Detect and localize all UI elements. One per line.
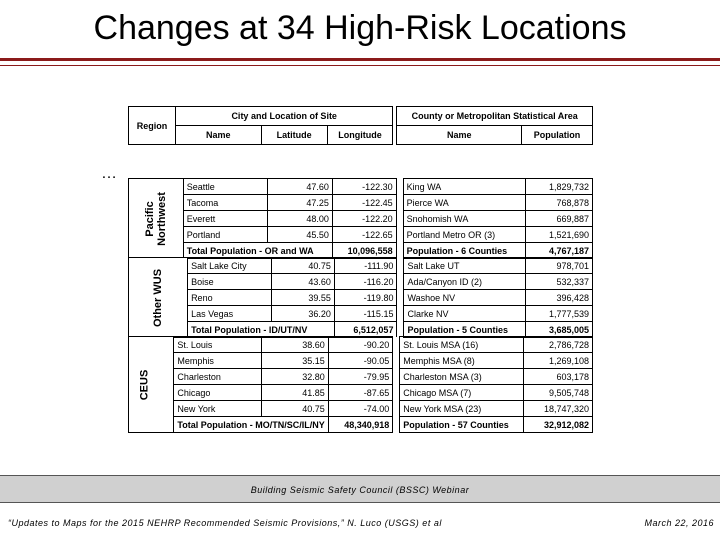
longitude-value: -111.90 [334,258,397,274]
longitude-value: -122.30 [332,179,396,195]
column-gap [393,385,400,401]
population-value: 1,521,690 [525,227,592,243]
column-gap [393,353,400,369]
table-header [128,106,593,145]
population-value: 1,269,108 [523,353,592,369]
total-population: 10,096,558 [332,243,396,259]
latitude-value: 47.60 [268,179,333,195]
latitude-value: 38.60 [261,337,328,353]
region-table [128,178,593,259]
latitude-value: 40.75 [272,258,335,274]
city-name: Chicago [174,385,261,401]
longitude-value: -122.20 [332,211,396,227]
table-row [129,353,593,369]
county-name: Chicago MSA (7) [400,385,524,401]
county-total-population: 3,685,005 [526,322,593,338]
table-row [129,227,593,243]
city-name: Las Vegas [188,306,272,322]
latitude-value: 36.20 [272,306,335,322]
county-total-label: Population - 5 Counties [404,322,526,338]
city-name: Tacoma [183,195,267,211]
header-latitude: Latitude [261,126,327,145]
region-label: Pacific Northwest [143,191,168,246]
latitude-value: 35.15 [261,353,328,369]
header-longitude: Longitude [327,126,393,145]
county-name: King WA [403,179,525,195]
longitude-value: -119.80 [334,290,397,306]
county-name: St. Louis MSA (16) [400,337,524,353]
region-label: Other WUS [152,268,165,327]
city-name: Portland [183,227,267,243]
latitude-value: 48.00 [268,211,333,227]
latitude-value: 45.50 [268,227,333,243]
header-region: Region [129,107,176,145]
population-value: 18,747,320 [523,401,592,417]
latitude-value: 43.60 [272,274,335,290]
column-gap [393,401,400,417]
column-gap [397,306,404,322]
column-gap [396,195,403,211]
county-name: Charleston MSA (3) [400,369,524,385]
county-name: Clarke NV [404,306,526,322]
region-cell [129,337,174,433]
title-underline [0,58,720,66]
column-gap [397,258,404,274]
header-county-name: Name [397,126,522,145]
table-row [129,274,593,290]
latitude-value: 47.25 [268,195,333,211]
ellipsis-marker: … [101,165,118,182]
table-row [129,401,593,417]
column-gap [393,417,400,433]
table-row [129,195,593,211]
city-name: Salt Lake City [188,258,272,274]
county-name: Washoe NV [404,290,526,306]
region-label: CEUS [138,369,151,400]
table-row [129,179,593,195]
longitude-value: -74.00 [328,401,393,417]
population-value: 1,829,732 [525,179,592,195]
column-gap [396,227,403,243]
table-row [129,211,593,227]
total-population: 6,512,057 [334,322,397,338]
longitude-value: -115.15 [334,306,397,322]
total-label: Total Population - ID/UT/NV [188,322,335,338]
city-name: Seattle [183,179,267,195]
population-value: 532,337 [526,274,593,290]
population-value: 603,178 [523,369,592,385]
population-value: 768,878 [525,195,592,211]
column-gap [397,290,404,306]
footer-webinar-text: Building Seismic Safety Council (BSSC) Webinar [250,485,470,495]
county-name: Portland Metro OR (3) [403,227,525,243]
population-value: 978,701 [526,258,593,274]
footer-date: March 22, 2016 [644,518,714,528]
city-name: St. Louis [174,337,261,353]
total-label: Total Population - OR and WA [183,243,332,259]
city-name: Everett [183,211,267,227]
header-county-group: County or Metropolitan Statistical Area [397,107,593,126]
column-gap [397,274,404,290]
county-name: Ada/Canyon ID (2) [404,274,526,290]
latitude-value: 40.75 [261,401,328,417]
header-name: Name [175,126,261,145]
table-row [129,306,593,322]
county-total-label: Population - 6 Counties [403,243,525,259]
table-row [129,290,593,306]
column-gap [393,369,400,385]
total-label: Total Population - MO/TN/SC/IL/NY [174,417,328,433]
population-value: 1,777,539 [526,306,593,322]
county-total-label: Population - 57 Counties [400,417,524,433]
table-row [129,258,593,274]
county-name: Snohomish WA [403,211,525,227]
longitude-value: -116.20 [334,274,397,290]
city-name: Reno [188,290,272,306]
county-total-population: 32,912,082 [523,417,592,433]
longitude-value: -122.65 [332,227,396,243]
region-cell [129,258,188,338]
region-table [128,257,593,338]
city-name: New York [174,401,261,417]
county-name: New York MSA (23) [400,401,524,417]
city-name: Memphis [174,353,261,369]
latitude-value: 41.85 [261,385,328,401]
header-city-group: City and Location of Site [175,107,393,126]
longitude-value: -87.65 [328,385,393,401]
latitude-value: 32.80 [261,369,328,385]
longitude-value: -122.45 [332,195,396,211]
footer-banner [0,475,720,503]
population-value: 396,428 [526,290,593,306]
footer-citation: “Updates to Maps for the 2015 NEHRP Recommended Seismic Provisions,” N. Luco (USGS) et al [8,518,442,528]
population-value: 9,505,748 [523,385,592,401]
slide-title: Changes at 34 High-Risk Locations [93,9,627,47]
column-gap [393,337,400,353]
population-value: 2,786,728 [523,337,592,353]
latitude-value: 39.55 [272,290,335,306]
total-row [129,417,593,433]
total-population: 48,340,918 [328,417,393,433]
county-name: Pierce WA [403,195,525,211]
table-row [129,385,593,401]
column-gap [396,211,403,227]
county-name: Memphis MSA (8) [400,353,524,369]
region-cell [129,179,184,259]
header-population: Population [522,126,593,145]
county-name: Salt Lake UT [404,258,526,274]
table-row [129,337,593,353]
region-table [128,336,593,433]
table-row [129,369,593,385]
county-total-population: 4,767,187 [525,243,592,259]
city-name: Boise [188,274,272,290]
city-name: Charleston [174,369,261,385]
column-gap [396,179,403,195]
longitude-value: -90.05 [328,353,393,369]
population-value: 669,887 [525,211,592,227]
longitude-value: -90.20 [328,337,393,353]
longitude-value: -79.95 [328,369,393,385]
